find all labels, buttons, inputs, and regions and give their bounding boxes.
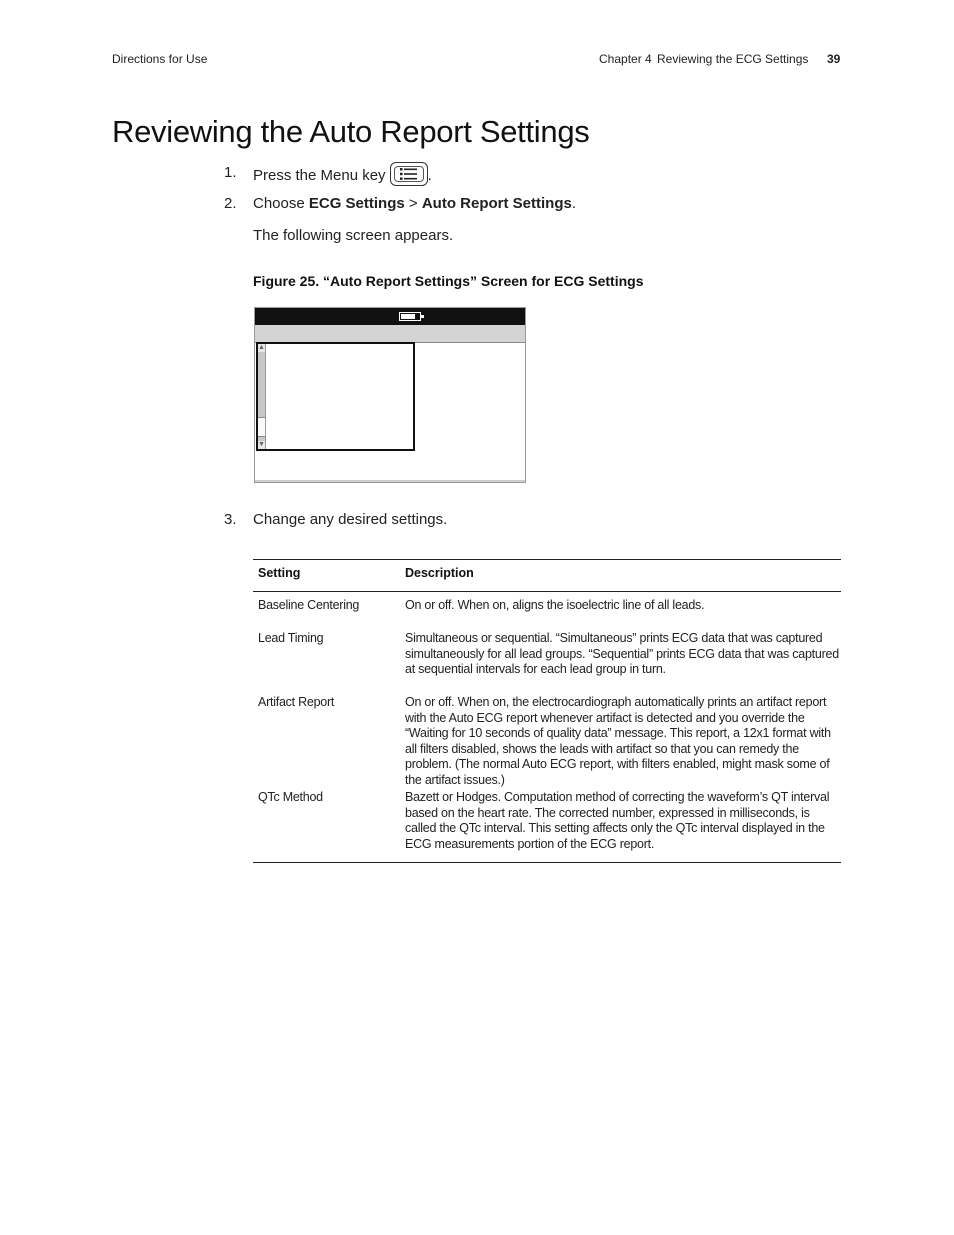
following-screen-text: The following screen appears. <box>253 227 454 244</box>
running-header-chapter: Chapter 4 <box>599 52 652 66</box>
column-header-setting: Setting <box>258 566 301 580</box>
status-bar <box>255 308 525 325</box>
setting-name: Artifact Report <box>258 695 335 709</box>
battery-icon <box>399 312 421 321</box>
setting-name: QTc Method <box>258 790 323 804</box>
step-1-period: . <box>427 166 432 184</box>
step-text: Change any desired settings. <box>253 511 448 528</box>
setting-description: On or off. When on, the electrocardiograph automatically prints an artifact report with the Auto ECG report whenever artifact is detected and you override the “Waiting for 10 seconds of quality data” message. This report, a 12x1 format with all filters disabled, shows the leads with artifact so that you can remedy the problem. (The normal Auto ECG report, with filters enabled, might mask some of the artifact issues.) <box>405 695 831 787</box>
setting-description: On or off. When on, aligns the isoelectric line of all leads. <box>405 598 705 612</box>
page-title: Reviewing the Auto Report Settings <box>112 114 590 149</box>
scroll-down-arrow-icon[interactable]: ▼ <box>258 441 265 448</box>
step-number: 3. <box>224 511 237 528</box>
menu-path-ecg-settings: ECG Settings <box>308 195 405 212</box>
step-1-text: Press the Menu key <box>253 166 386 184</box>
column-header-description: Description <box>405 566 474 580</box>
page-number: 39 <box>827 52 841 66</box>
menu-path-separator: > <box>404 195 422 212</box>
device-screen-figure <box>254 307 526 483</box>
step-text <box>253 195 576 212</box>
menu-path-auto-report-settings: Auto Report Settings <box>421 195 572 212</box>
step-text <box>253 164 432 188</box>
settings-table <box>253 559 841 863</box>
screen-bottom-edge <box>255 480 525 482</box>
menu-key-icon <box>390 162 428 186</box>
figure-caption: Figure 25. “Auto Report Settings” Screen for ECG Settings <box>253 273 644 289</box>
setting-name: Lead Timing <box>258 631 324 645</box>
setting-description: Simultaneous or sequential. “Simultaneous” prints ECG data that was captured simultaneously for all lead groups. “Sequential” prints ECG data that was captured at sequential intervals for each lead group in turn. <box>405 631 839 676</box>
battery-level-fill <box>401 314 415 319</box>
running-header-section: Reviewing the ECG Settings <box>657 52 809 66</box>
running-header-title: Directions for Use <box>112 52 208 66</box>
step-2-prefix: Choose <box>253 195 309 212</box>
screen-title-bar <box>255 325 525 343</box>
scrollbar[interactable] <box>258 344 266 449</box>
setting-name: Baseline Centering <box>258 598 360 612</box>
table-header-row <box>253 560 841 592</box>
step-2-period: . <box>571 195 577 212</box>
step-number: 2. <box>224 195 237 212</box>
scrollbar-thumb[interactable] <box>258 417 265 437</box>
scroll-up-arrow-icon[interactable]: ▲ <box>258 344 265 351</box>
setting-description: Bazett or Hodges. Computation method of correcting the waveform’s QT interval based on the heart rate. The corrected number, expressed in milliseconds, is called the QTc interval. This setting affects only the QTc interval displayed in the ECG measurements portion of the ECG report. <box>405 790 830 851</box>
step-number: 1. <box>224 164 237 181</box>
settings-list-box <box>256 342 415 451</box>
